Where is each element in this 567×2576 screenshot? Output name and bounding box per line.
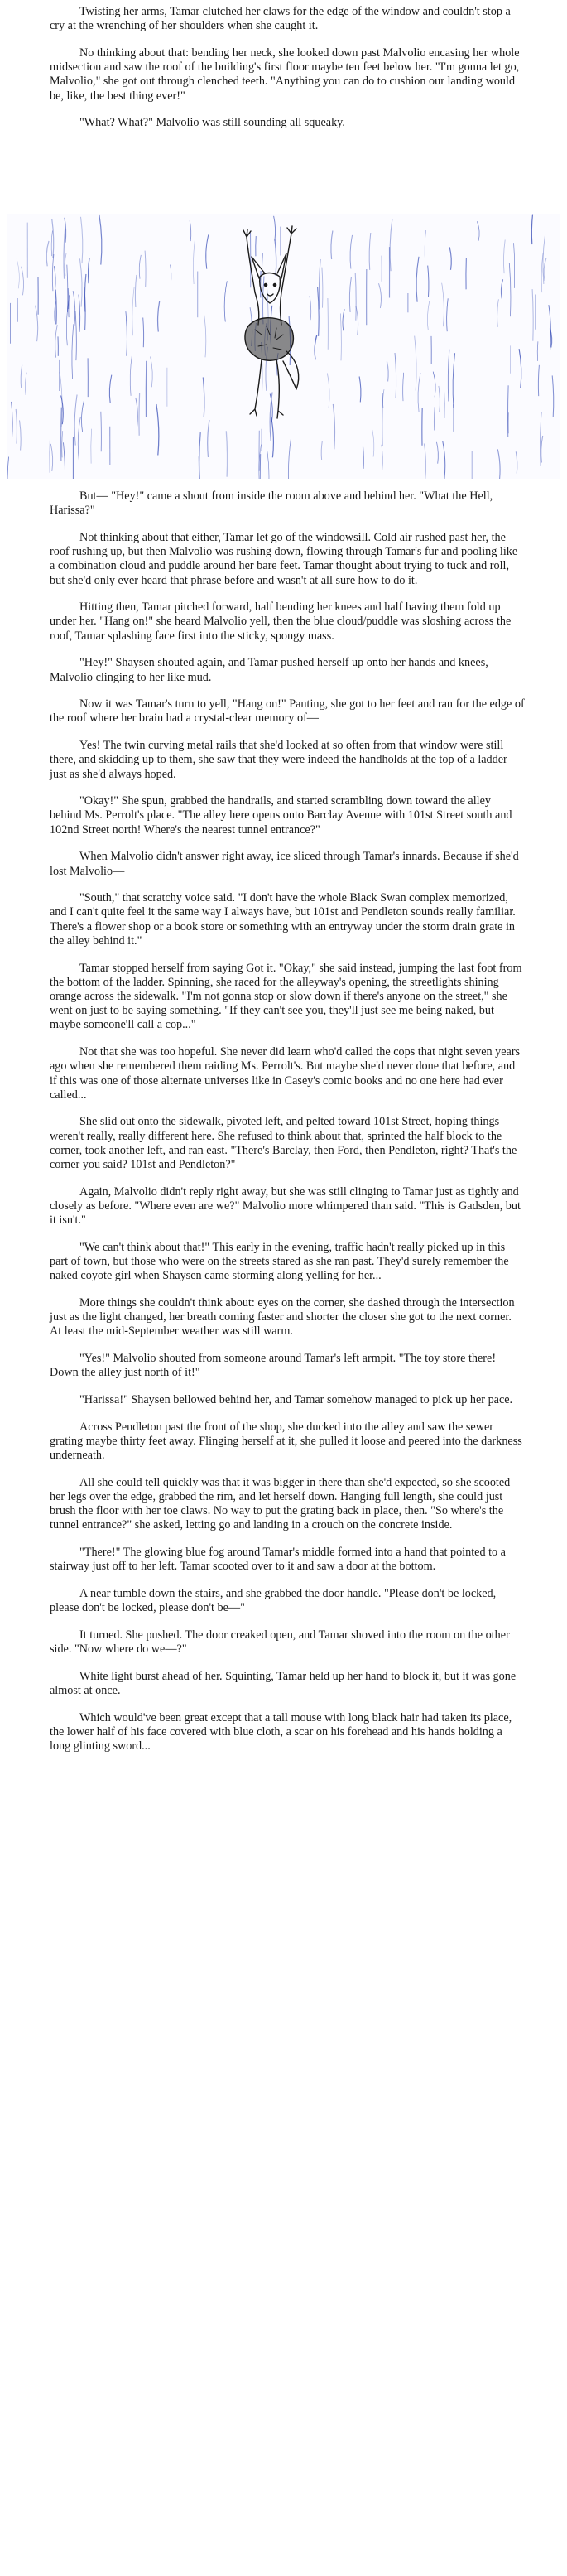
paragraph: No thinking about that: bending her neck, she looked down past Malvolio encasing her whole midsection and saw the roof of the building's first floor maybe ten feet below her. "I'm gonna let go, Malvolio," she got out through clenched teeth. "Anything you can do to cushion our landing would be, like, the best thing ever!" bbox=[50, 46, 520, 103]
rain-stroke bbox=[91, 429, 92, 464]
rain-stroke bbox=[52, 254, 54, 291]
rain-stroke bbox=[382, 393, 383, 446]
rain-stroke bbox=[135, 275, 137, 307]
rain-stroke bbox=[204, 314, 206, 357]
rain-stroke bbox=[75, 311, 77, 360]
rain-stroke bbox=[497, 299, 499, 326]
paragraph: Twisting her arms, Tamar clutched her claws for the edge of the window and couldn't stop a cry at the wrenching of her shoulders when she caught it. bbox=[50, 5, 511, 33]
rain-stroke bbox=[275, 239, 276, 276]
rain-stroke bbox=[544, 258, 546, 281]
paragraph: Again, Malvolio didn't reply right away, but she was still clinging to Tamar just as tightly and closely as before. "Where even are we?" Malvolio more whimpered than said. "This is Gadsden, but it isn't." bbox=[50, 1184, 521, 1228]
rain-stroke bbox=[7, 457, 9, 480]
story-text-bottom bbox=[50, 490, 525, 1754]
rain-stroke bbox=[36, 306, 38, 342]
rain-stroke bbox=[359, 377, 361, 403]
rain-stroke bbox=[531, 215, 532, 245]
paragraph: When Malvolio didn't answer right away, ice sliced through Tamar's innards. Because if she'd lost Malvolio— bbox=[50, 850, 519, 878]
rain-stroke bbox=[449, 247, 451, 270]
rain-stroke bbox=[310, 296, 311, 320]
rain-stroke bbox=[453, 353, 455, 408]
rain-stroke bbox=[437, 442, 439, 464]
rain-stroke bbox=[72, 324, 74, 379]
rain-stroke bbox=[372, 430, 374, 457]
rain-stroke bbox=[355, 273, 356, 321]
paragraph: Which would've been great except that a tall mouse with long black hair had taken its place, the lower half of his face covered with blue cloth, a scar on his forehead and his hands holding a long glinting sword... bbox=[50, 1710, 512, 1754]
rain-stroke bbox=[203, 377, 204, 417]
rain-stroke bbox=[16, 409, 17, 444]
rain-stroke bbox=[61, 408, 62, 461]
paragraph: Yes! The twin curving metal rails that she'd looked at so often from that window were still there, and skidding up to them, she saw that they were indeed the handholds at the top of a ladder just as she'd always hoped. bbox=[50, 739, 507, 781]
rain-stroke bbox=[109, 375, 111, 403]
rain-stroke bbox=[25, 373, 26, 395]
rain-stroke bbox=[369, 233, 371, 270]
rain-stroke bbox=[65, 253, 66, 276]
rain-stroke bbox=[442, 283, 444, 327]
rain-stroke bbox=[55, 325, 58, 358]
rain-stroke bbox=[79, 295, 80, 332]
rain-stroke bbox=[318, 287, 320, 336]
paragraph: Hitting then, Tamar pitched forward, half bending her knees and half having them fold up under her. "Hang on!" she heard Malvolio yell, then the blue cloud/puddle was sloshing across the roof, Tamar splashing face first into the sticky, spongy mass. bbox=[50, 601, 512, 643]
rain-stroke bbox=[156, 404, 159, 456]
rain-stroke bbox=[17, 259, 19, 289]
rain-stroke bbox=[50, 444, 52, 471]
rain-stroke bbox=[379, 283, 382, 308]
rain-stroke bbox=[158, 301, 160, 332]
rain-stroke bbox=[271, 417, 274, 457]
rain-stroke bbox=[315, 335, 317, 359]
rain-stroke bbox=[51, 231, 52, 257]
paragraph: She slid out onto the sidewalk, pivoted left, and pelted toward 101st Street, hoping things weren't really, really different here. She refused to think about that, sprinted the half block to the corner, took another left, and ran east. "There's Barclay, then Ford, then Pendleton, right? That's the corner you said? 101st and Pendleton?" bbox=[50, 1115, 517, 1172]
rain-stroke bbox=[503, 240, 505, 274]
paragraph: A near tumble down the stairs, and she grabbed the door handle. "Please don't be locked, please don't be locked, please don't be—" bbox=[50, 1586, 497, 1615]
paragraph: "What? What?" Malvolio was still sounding all squeaky. bbox=[79, 116, 345, 130]
rain-stroke bbox=[81, 217, 83, 263]
rain-stroke bbox=[395, 353, 396, 398]
rain-stroke bbox=[267, 448, 269, 479]
rain-stroke bbox=[262, 276, 264, 324]
rain-stroke bbox=[439, 386, 440, 412]
rain-stroke bbox=[428, 266, 429, 297]
rain-stroke bbox=[224, 281, 227, 321]
rain-stroke bbox=[537, 341, 538, 361]
rain-stroke bbox=[62, 431, 63, 457]
paragraph: But— "Hey!" came a shout from inside the room above and behind her. "What the Hell, Harissa?" bbox=[50, 490, 493, 518]
paragraph: "Harissa!" Shaysen bellowed behind her, and Tamar somehow managed to pick up her pace. bbox=[79, 1392, 513, 1406]
rain-stroke bbox=[199, 432, 201, 479]
rain-stroke bbox=[78, 417, 80, 461]
rain-stroke bbox=[143, 318, 144, 348]
rain-stroke bbox=[552, 375, 554, 417]
rain-stroke bbox=[443, 441, 445, 479]
rain-stroke bbox=[363, 447, 364, 469]
paragraph: "South," that scratchy voice said. "I don't have the whole Black Swan complex memorized, and I can't quite feel it the same way I always have, but 101st and Pendleton sounds really familiar. There's a flower shop or a book store or something with an entryway under the storm drain grate in the alley behind it." bbox=[50, 891, 516, 948]
rain-stroke bbox=[448, 350, 449, 402]
rain-stroke bbox=[73, 291, 75, 326]
rain-stroke bbox=[20, 420, 22, 450]
rain-stroke bbox=[206, 234, 209, 268]
rain-stroke bbox=[126, 311, 127, 356]
rain-sketch bbox=[7, 214, 560, 479]
paragraph: Now it was Tamar's turn to yell, "Hang on!" Panting, she got to her feet and ran for the edge of the roof where her brain had a crystal-clear memory of— bbox=[50, 697, 525, 726]
rain-stroke bbox=[101, 412, 102, 451]
rain-stroke bbox=[333, 404, 334, 449]
paragraph: More things she couldn't think about: eyes on the corner, she dashed through the intersection just as the light changed, her breath coming faster and shorter the closer she got to the next corner. At least the mid-September weather was still warm. bbox=[50, 1295, 515, 1339]
rain-stroke bbox=[541, 436, 543, 463]
paragraph: It turned. She pushed. The door creaked open, and Tamar shoved into the room on the other side. "Now where do we—?" bbox=[50, 1628, 510, 1657]
rain-stroke bbox=[130, 355, 132, 396]
rain-stroke bbox=[193, 239, 195, 284]
rain-stroke bbox=[190, 220, 191, 241]
rain-stroke bbox=[256, 236, 257, 256]
rain-stroke bbox=[343, 309, 344, 330]
rain-stroke bbox=[532, 289, 533, 341]
rain-stroke bbox=[274, 216, 276, 241]
rain-stroke bbox=[64, 442, 65, 479]
rain-stroke bbox=[331, 231, 333, 260]
rain-stroke bbox=[12, 402, 13, 437]
paragraph: "There!" The glowing blue fog around Tamar's middle formed into a hand that pointed to a stairway just off to her left. Tamar scooted over to it and saw a door at the bottom. bbox=[50, 1546, 506, 1574]
rain-stroke bbox=[22, 267, 24, 296]
rain-stroke bbox=[516, 451, 517, 473]
rain-stroke bbox=[538, 365, 539, 396]
rain-stroke bbox=[497, 449, 500, 479]
rain-stroke bbox=[79, 258, 82, 306]
rain-stroke bbox=[327, 374, 329, 408]
paragraph: "Hey!" Shaysen shouted again, and Tamar pushed herself up onto her hands and knees, Malvolio clinging to her like mud. bbox=[50, 656, 488, 684]
rain-stroke bbox=[424, 443, 425, 479]
rain-stroke bbox=[151, 357, 153, 388]
rain-stroke bbox=[390, 219, 392, 271]
rain-stroke bbox=[416, 257, 419, 302]
story-text-top bbox=[50, 5, 525, 130]
paragraph: "Yes!" Malvolio shouted from someone around Tamar's left armpit. "The toy store there! Down the alley just north of it!" bbox=[50, 1352, 497, 1380]
falling-coyote-illustration bbox=[7, 214, 560, 479]
rain-stroke bbox=[387, 362, 388, 382]
rain-stroke bbox=[208, 420, 209, 457]
rain-stroke bbox=[519, 349, 521, 388]
rain-stroke bbox=[84, 274, 85, 312]
paragraph: Across Pendleton past the front of the shop, she ducked into the alley and saw the sewer grating maybe thirty feet away. Flinging herself at it, she pulled it loose and peered into the darkness underneath. bbox=[50, 1420, 522, 1463]
rain-stroke bbox=[340, 314, 341, 361]
rain-stroke bbox=[136, 398, 138, 427]
paragraph: "Okay!" She spun, grabbed the handrails, and started scrambling down toward the alley behind Ms. Perrolt's place. "The alley here opens onto Barclay Avenue with 101st Street south and 102nd Street north! Where's the nearest tunnel entrance?" bbox=[50, 794, 512, 837]
rain-stroke bbox=[52, 219, 54, 258]
rain-stroke bbox=[139, 255, 141, 279]
rain-stroke bbox=[139, 393, 140, 436]
rain-stroke bbox=[349, 277, 351, 312]
rain-stroke bbox=[145, 251, 146, 287]
rain-stroke bbox=[55, 290, 56, 325]
rain-stroke bbox=[82, 401, 84, 432]
rain-stroke bbox=[321, 441, 322, 460]
rain-stroke bbox=[403, 373, 404, 401]
rain-stroke bbox=[549, 305, 551, 350]
rain-stroke bbox=[21, 365, 22, 388]
rain-stroke bbox=[322, 268, 323, 308]
rain-stroke bbox=[418, 373, 420, 412]
rain-stroke bbox=[132, 287, 134, 335]
rain-stroke bbox=[447, 298, 449, 331]
rain-stroke bbox=[46, 241, 49, 266]
rain-stroke bbox=[382, 445, 383, 470]
rain-stroke bbox=[433, 372, 435, 398]
rain-stroke bbox=[415, 336, 416, 391]
rain-stroke bbox=[509, 263, 511, 316]
paragraph: All she could tell quickly was that it was bigger in there than she'd expected, so she scooted her legs over the edge, grabbed the rim, and let herself down. Hanging full length, she could just brush the floor with her toe claws. No way to put the grating back in place, then. "So where's the tunnel entrance?" she asked, letting go and landing in a crouch on the concrete inside. bbox=[50, 1475, 511, 1532]
rain-stroke bbox=[99, 215, 102, 265]
paragraph: White light burst ahead of her. Squinting, Tamar held up her hand to block it, but it was gone almost at once. bbox=[50, 1669, 517, 1697]
paragraph: Tamar stopped herself from saying Got it. "Okay," she said instead, jumping the last foot from the bottom of the ladder. Spinning, she raced for the alleyway's opening, the streetlights shining orange across the sidewalk. "I'm not gonna stop or slow down if there's anyone on the street," she went on just to be saying something. "If they can't see you, they'll just see me being naked, but maybe someone'll call a cop..." bbox=[50, 961, 522, 1032]
paragraph: "We can't think about that!" This early in the evening, traffic hadn't really picked up in this part of town, but those who were on the streets stared as she ran past. They'd surely remember the naked coyote girl when Shaysen came storming along yelling for her... bbox=[50, 1240, 509, 1283]
rain-stroke bbox=[427, 301, 429, 330]
rain-stroke bbox=[501, 279, 502, 298]
rain-stroke bbox=[514, 243, 515, 288]
rain-stroke bbox=[74, 395, 77, 446]
rain-stroke bbox=[477, 221, 479, 240]
rain-stroke bbox=[350, 235, 352, 269]
paragraph: Not that she was too hopeful. She never did learn who'd called the cops that night seven years ago when she remembered them raiding Ms. Perrolt's. But maybe she'd never done that before, and if this was one of those alternate universes like in Casey's comic books and no one here had ever called... bbox=[50, 1045, 521, 1102]
rain-stroke bbox=[444, 389, 445, 418]
rain-stroke bbox=[226, 431, 227, 476]
rain-stroke bbox=[288, 438, 291, 479]
paragraph: Not thinking about that either, Tamar let go of the windowsill. Cold air rushed past her, the roof rushing up, but then Malvolio was rushing down, flowing through Tamar's fur and pooling like a combination cloud and puddle around her bare feet. Tamar thought about trying to tuck and roll, but she'd only ever heard that phrase before and wasn't at all sure how to do it. bbox=[50, 530, 518, 587]
